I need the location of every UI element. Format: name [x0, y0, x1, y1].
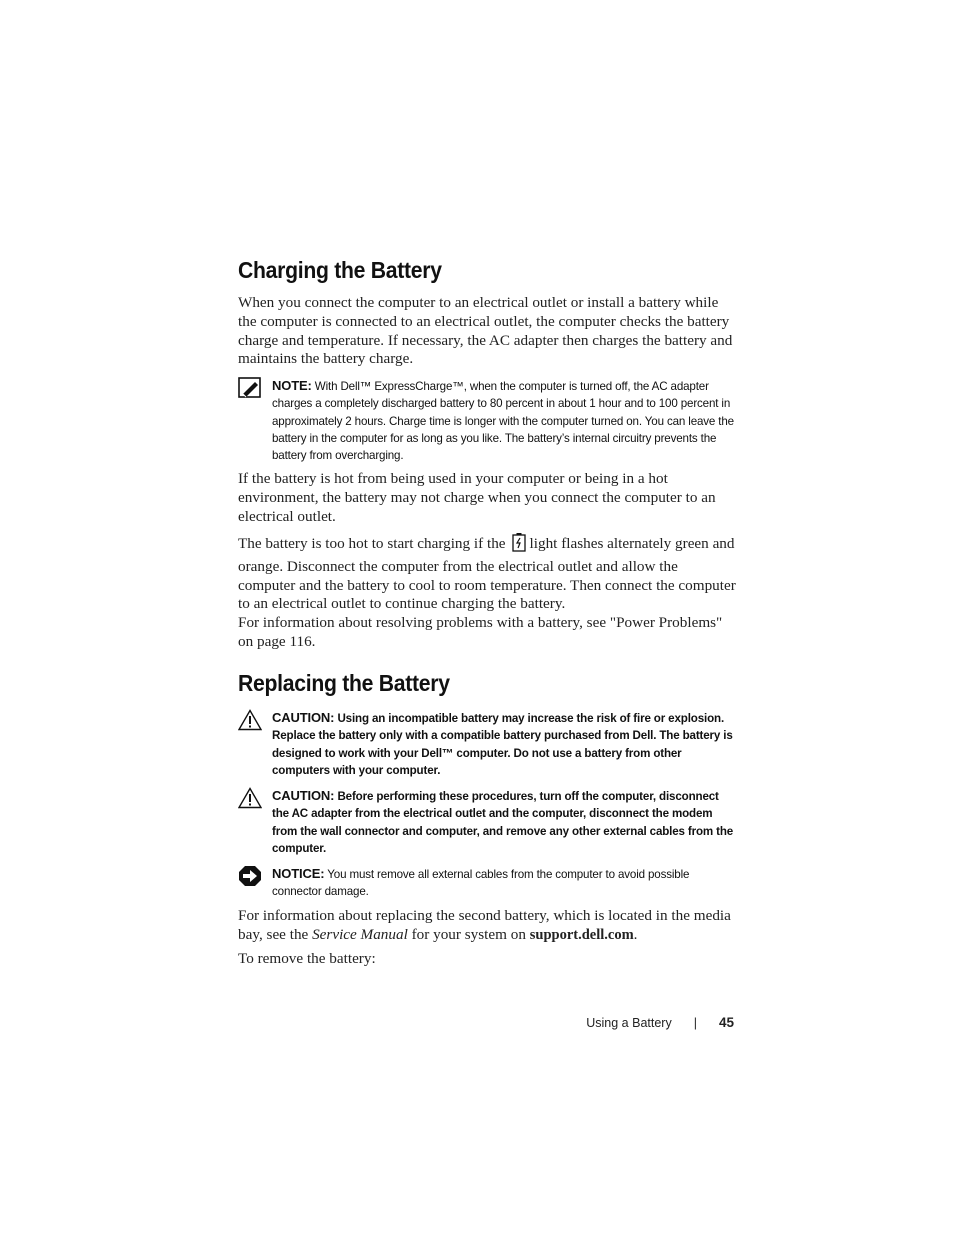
caution-block-2 — [238, 787, 738, 857]
note-pencil-icon — [238, 377, 262, 399]
notice-arrow-icon — [238, 865, 262, 887]
power-problems-paragraph: For information about resolving problems with a battery, see "Power Problems" on page 116. — [238, 614, 723, 650]
second-battery-text-b: for your system on — [411, 925, 526, 943]
too-hot-text-b: light flashes alternately green and orange. Disconnect the computer from the electrical outlet and allow the computer and the battery to cool to room temperature. Then connect the computer to an electrical outlet to continue charging the battery. — [238, 535, 736, 613]
footer-section-title: Using a Battery — [586, 1015, 672, 1030]
caution-triangle-icon — [238, 709, 262, 731]
page-number: 45 — [718, 1015, 734, 1030]
caution-2-label: CAUTION: — [272, 788, 335, 803]
caution-block-1 — [238, 709, 738, 779]
note-block — [238, 377, 738, 464]
section-title-charging: Charging the Battery — [238, 257, 442, 283]
caution-1-text: Using an incompatible battery may increase the risk of fire or explosion. Replace the battery only with a compatible battery purchased from Dell. The battery is designed to work with your Dell™ computer. Do not use a battery from other computers with your computer. — [272, 712, 733, 777]
service-manual-ref: Service Manual — [312, 925, 408, 943]
support-url-link[interactable]: support.dell.com — [529, 926, 634, 943]
note-label: NOTE: — [272, 378, 312, 393]
notice-text: You must remove all external cables from the computer to avoid possible connector damage. — [272, 868, 690, 899]
note-text: With Dell™ ExpressCharge™, when the computer is turned off, the AC adapter charges a completely discharged battery to 80 percent in about 1 hour and to 100 percent in approximately 2 hours. Charge time is longer with the computer turned on. You can leave the battery in the computer for as long as you like. The battery’s internal circuitry prevents the battery from overcharging. — [272, 380, 734, 463]
caution-2-text: Before performing these procedures, turn off the computer, disconnect the AC adapter from the electrical outlet and the computer, disconnect the modem from the wall connector and computer, and remove any other external cables from the computer. — [272, 790, 734, 855]
battery-status-light-icon — [512, 532, 526, 558]
second-battery-paragraph — [238, 907, 738, 945]
second-battery-end: . — [633, 925, 638, 943]
notice-label: NOTICE: — [272, 866, 325, 881]
caution-triangle-icon — [238, 787, 262, 809]
section-title-replacing: Replacing the Battery — [238, 670, 450, 696]
page-footer — [0, 1015, 734, 1030]
notice-block — [238, 865, 738, 901]
second-battery-text-a: For information about replacing the second battery, which is located in the media bay, see the — [238, 907, 731, 943]
too-hot-text-a: The battery is too hot to start charging if the — [238, 535, 506, 552]
charging-intro-paragraph: When you connect the computer to an electrical outlet or install a battery while the computer is connected to an electrical outlet, the computer checks the battery charge and temperature. If necessary, the AC adapter then charges the battery and maintains the battery charge. — [238, 294, 733, 368]
footer-separator: | — [693, 1015, 697, 1030]
remove-battery-intro: To remove the battery: — [238, 950, 376, 967]
hot-battery-paragraph: If the battery is hot from being used in your computer or being in a hot environment, the battery may not charge when you connect the computer to an electrical outlet. — [238, 470, 716, 525]
caution-1-label: CAUTION: — [272, 710, 335, 725]
too-hot-paragraph — [238, 532, 738, 614]
